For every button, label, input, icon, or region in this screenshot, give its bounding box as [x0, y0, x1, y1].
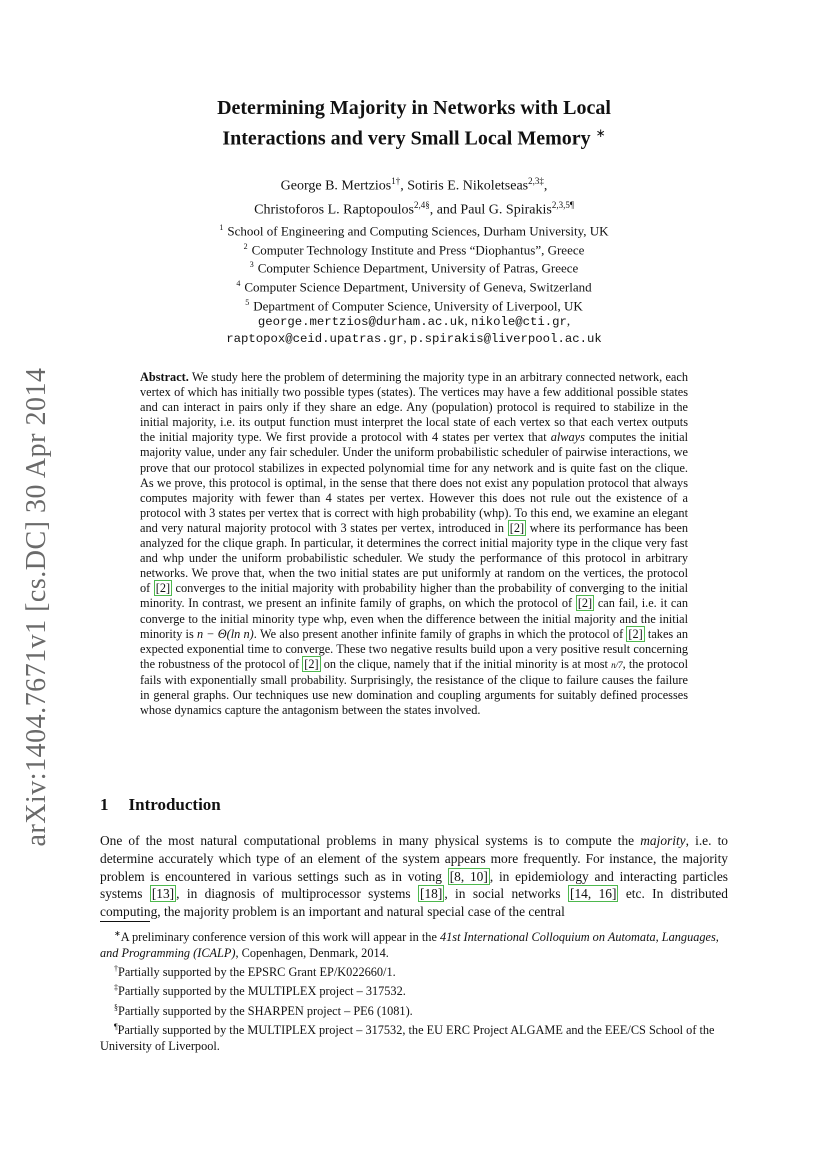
footnote-text: Partially supported by the MULTIPLEX project – 317532, the EU ERC Project ALGAME and the EEE/CS School of the University of Liverpool.	[100, 1023, 715, 1053]
email-link[interactable]: george.mertzios@durham.ac.uk	[257, 315, 465, 330]
citation-link[interactable]: [13]	[151, 886, 175, 902]
citation-link[interactable]: [2]	[577, 596, 593, 611]
title-line-2	[100, 121, 728, 152]
affiliation-text: School of Engineering and Computing Sciences, Durham University, UK	[227, 223, 609, 239]
footnote-text: Partially supported by the MULTIPLEX project – 317532.	[118, 984, 406, 999]
email-line-2	[100, 330, 728, 347]
citation-link[interactable]: [14, 16]	[569, 886, 617, 902]
abstract	[140, 370, 688, 718]
affiliation-number: 2	[243, 241, 248, 251]
citation-link[interactable]: [2]	[509, 520, 525, 535]
email-separator: ,	[464, 313, 471, 329]
email-line-1: george.mertzios@durham.ac.uk, nikole@cti.gr,	[257, 313, 571, 330]
footnote-mark: ‡	[114, 983, 118, 993]
author-line-1	[100, 172, 728, 196]
abstract-text: computes the initial majority value, under any fair scheduler. Under the uniform probabilistic scheduler of pairwise interactions, we prove that our protocol stabilizes in expected polynomial time for any network and is quite fast on the clique. As we prove, this protocol is optimal, in the sense that there does not exist any population protocol that always computes majority with fewer than 4 states per vertex. However this does not rule out the existence of a protocol with 3 states per vertex that is correct with high probability (whp). To this end, we examine an elegant and very natural majority protocol with 3 states per vertex, introduced in	[140, 430, 688, 535]
author-name: George B. Mertzios	[280, 178, 392, 194]
section-title: Introduction	[128, 795, 221, 814]
abstract-text: converges to the initial majority with probability higher than the probability of converging to the initial minority. In contrast, we present an infinite family of graphs, on which the protocol of	[140, 581, 689, 611]
citation-link[interactable]: [2]	[304, 656, 319, 671]
author-sup: 2,3,5¶	[551, 199, 574, 210]
citation-link[interactable]: [18]	[420, 886, 443, 902]
abstract-text: where its performance has been analyzed for the clique graph. In particular, it determines the correct initial majority type in the clique very fast and whp under the uniform probabilistic scheduler. We study the performance of this protocol in arbitrary networks. We prove that, when the two initial states are put uniformly at random on the vertices, the protocol of	[140, 520, 688, 596]
abstract-label: Abstract.	[140, 370, 189, 384]
citation-link[interactable]: [8, 10]	[449, 868, 488, 884]
footnote-item	[100, 926, 728, 961]
abstract-text: on the clique, namely that if the initial minority is at most	[320, 656, 612, 671]
email-link[interactable]: p.spirakis@liverpool.ac.uk	[409, 332, 602, 347]
affiliation-number: 3	[249, 260, 254, 270]
footnote-text: Partially supported by the EPSRC Grant EP/K022660/1.	[118, 965, 396, 979]
affiliation-item	[100, 239, 728, 258]
title-footnote-mark: ∗	[595, 126, 606, 140]
math-expression: n − Θ(ln n)	[196, 626, 254, 641]
body-emphasis: majority	[640, 833, 686, 848]
footnote-divider	[100, 921, 150, 922]
footnote-item	[100, 980, 728, 1000]
body-text-span: , in epidemiology and interacting particles systems	[100, 868, 728, 902]
body-text	[100, 832, 728, 921]
footnote-item	[100, 1000, 728, 1020]
affiliation-item	[100, 220, 728, 239]
email-separator: ,	[403, 330, 410, 346]
author-separator: ,	[543, 178, 548, 194]
email-link[interactable]: raptopox@ceid.upatras.gr	[226, 332, 404, 347]
body-text-span: , in social networks	[444, 886, 568, 902]
abstract-paragraph	[140, 370, 688, 718]
affiliation-text: Department of Computer Science, University of Liverpool, UK	[253, 297, 583, 313]
email-link[interactable]: nikole@cti.gr	[470, 315, 567, 330]
footnote-item	[100, 961, 728, 981]
footnote-mark: §	[114, 1002, 118, 1012]
footnote-mark: ∗	[114, 929, 121, 938]
affiliation-number: 1	[219, 223, 224, 232]
abstract-text: . We also present another infinite family of graphs in which the protocol of	[253, 626, 627, 641]
author-name: Paul G. Spirakis	[460, 202, 552, 218]
body-text-span: etc. In distributed computing, the majority problem is an important and natural special case of the central	[100, 886, 729, 920]
author-line-2	[100, 196, 728, 220]
arxiv-identifier: arXiv:1404.7671v1 [cs.DC] 30 Apr 2014	[21, 367, 52, 847]
affiliation-number: 5	[245, 297, 250, 307]
author-sup: 1†	[391, 176, 401, 186]
author-sup: 2,4§	[413, 199, 430, 210]
footnote-text: Partially supported by the SHARPEN project – PE6 (1081).	[118, 1004, 413, 1018]
abstract-text: takes an expected exponential time to converge. These two negative results build upon a very positive result concerning the robustness of the protocol of	[140, 626, 688, 671]
author-sup: 2,3‡	[528, 176, 544, 186]
abstract-text: can fail, i.e. it can converge to the initial minority type whp, even when the difference between the initial majority and the initial minority is	[140, 596, 688, 641]
affiliation-item	[100, 257, 728, 276]
footnote-text: , Copenhagen, Denmark, 2014.	[235, 945, 389, 960]
title-line-1: Determining Majority in Networks with Local	[217, 97, 611, 119]
footnotes	[100, 926, 728, 1054]
citation-link[interactable]: [2]	[155, 581, 171, 596]
footnote-emphasis: 41st International Colloquium on Automata, Languages, and Programming (ICALP)	[100, 930, 719, 960]
body-text-span: , i.e. to determine accurately which type of an element of the system appears more frequently. For instance, the majority problem is encountered in various settings such as in voting	[100, 833, 728, 884]
body-text-span: , in diagnosis of multiprocessor systems	[176, 886, 418, 902]
author-name: Christoforos L. Raptopoulos	[254, 202, 414, 218]
footnote-mark: ¶	[114, 1022, 118, 1032]
abstract-text: We study here the problem of determining the majority type in an arbitrary connected network, each vertex of which has initially two possible types (states). The vertices may have a few additional possible states and can interact in pairs only if they share an edge. Any (population) protocol is required to stabilize in the initial majority, i.e. its output function must interpret the local state of each vertex so that each vertex outputs the initial majority type. We first provide a protocol with 4 states per vertex that	[140, 370, 688, 445]
footnote-text: A preliminary conference version of this work will appear in the	[120, 930, 440, 945]
footnote-mark: †	[114, 963, 118, 973]
body-text-span: One of the most natural computational problems in many physical systems is to compute the	[100, 833, 641, 848]
affiliation-number: 4	[236, 278, 241, 288]
abstract-emphasis: always	[550, 430, 585, 445]
paper-title	[100, 96, 728, 152]
math-expression: n/7	[611, 659, 623, 670]
author-name: Sotiris E. Nikoletseas	[407, 178, 529, 194]
footnote-item	[100, 1019, 728, 1054]
section-heading	[100, 795, 221, 815]
author-list	[100, 172, 728, 219]
affiliation-item	[100, 295, 728, 314]
affiliation-list	[100, 220, 728, 348]
abstract-text: , the protocol fails with exponentially small probability. Surprisingly, the resistance of the clique to failure causes the failure in general graphs. Our techniques use new domination and coupling arguments for suitably defined processes whose dynamics capture the antagonism between the states involved.	[140, 656, 688, 718]
affiliation-text: Computer Technology Institute and Press “Diophantus”, Greece	[251, 241, 585, 257]
title-line-2-text: Interactions and very Small Local Memory	[222, 127, 591, 150]
citation-link[interactable]: [2]	[628, 626, 643, 641]
affiliation-text: Computer Science Department, University of Geneva, Switzerland	[244, 279, 592, 295]
author-separator: ,	[400, 178, 408, 194]
arxiv-sidebar	[21, 367, 52, 847]
affiliation-item	[100, 276, 728, 295]
author-separator: , and	[429, 202, 461, 218]
section-number: 1	[100, 795, 109, 814]
affiliation-text: Computer Schience Department, University of Patras, Greece	[257, 260, 579, 276]
intro-paragraph	[100, 832, 728, 921]
